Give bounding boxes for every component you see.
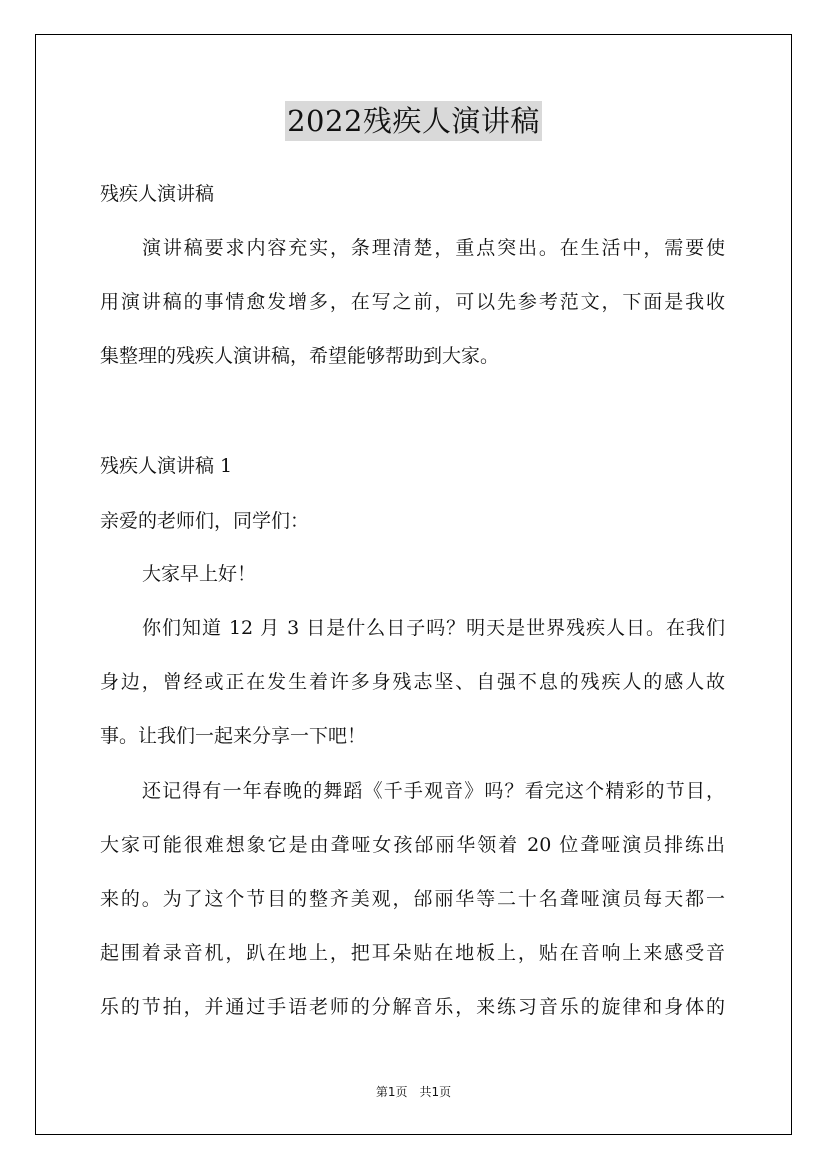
speech-heading: 残疾人演讲稿 1 — [100, 455, 233, 477]
salutation: 亲爱的老师们，同学们： — [100, 510, 310, 532]
body-paragraph-2-line-4: 起围着录音机，趴在地上，把耳朵贴在地板上，贴在音响上来感受音 — [100, 942, 725, 964]
intro-paragraph-line-2: 用演讲稿的事情愈发增多，在写之前，可以先参考范文，下面是我收 — [100, 291, 725, 313]
body-paragraph-1-line-3: 事。让我们一起来分享一下吧！ — [100, 725, 367, 747]
body-paragraph-1-line-2: 身边，曾经或正在发生着许多身残志坚、自强不息的残疾人的感人故 — [100, 671, 725, 693]
title-container — [0, 101, 827, 141]
document-title: 2022残疾人演讲稿 — [285, 101, 542, 141]
intro-paragraph-line-3: 集整理的残疾人演讲稿，希望能够帮助到大家。 — [100, 345, 500, 367]
body-paragraph-2-line-1: 还记得有一年春晚的舞蹈《千手观音》吗？看完这个精彩的节目， — [142, 780, 725, 802]
greeting: 大家早上好！ — [142, 563, 257, 585]
section-heading: 残疾人演讲稿 — [100, 183, 215, 205]
intro-paragraph-line-1: 演讲稿要求内容充实，条理清楚，重点突出。在生活中，需要使 — [142, 237, 725, 259]
body-paragraph-2-line-3: 来的。为了这个节目的整齐美观，邰丽华等二十名聋哑演员每天都一 — [100, 888, 725, 910]
body-paragraph-2-line-5: 乐的节拍，并通过手语老师的分解音乐，来练习音乐的旋律和身体的 — [100, 996, 725, 1018]
page-number-footer: 第1页 共1页 — [375, 1085, 452, 1099]
body-paragraph-2-line-2: 大家可能很难想象它是由聋哑女孩邰丽华领着 20 位聋哑演员排练出 — [100, 834, 725, 856]
body-paragraph-1-line-1: 你们知道 12 月 3 日是什么日子吗？明天是世界残疾人日。在我们 — [142, 617, 725, 639]
